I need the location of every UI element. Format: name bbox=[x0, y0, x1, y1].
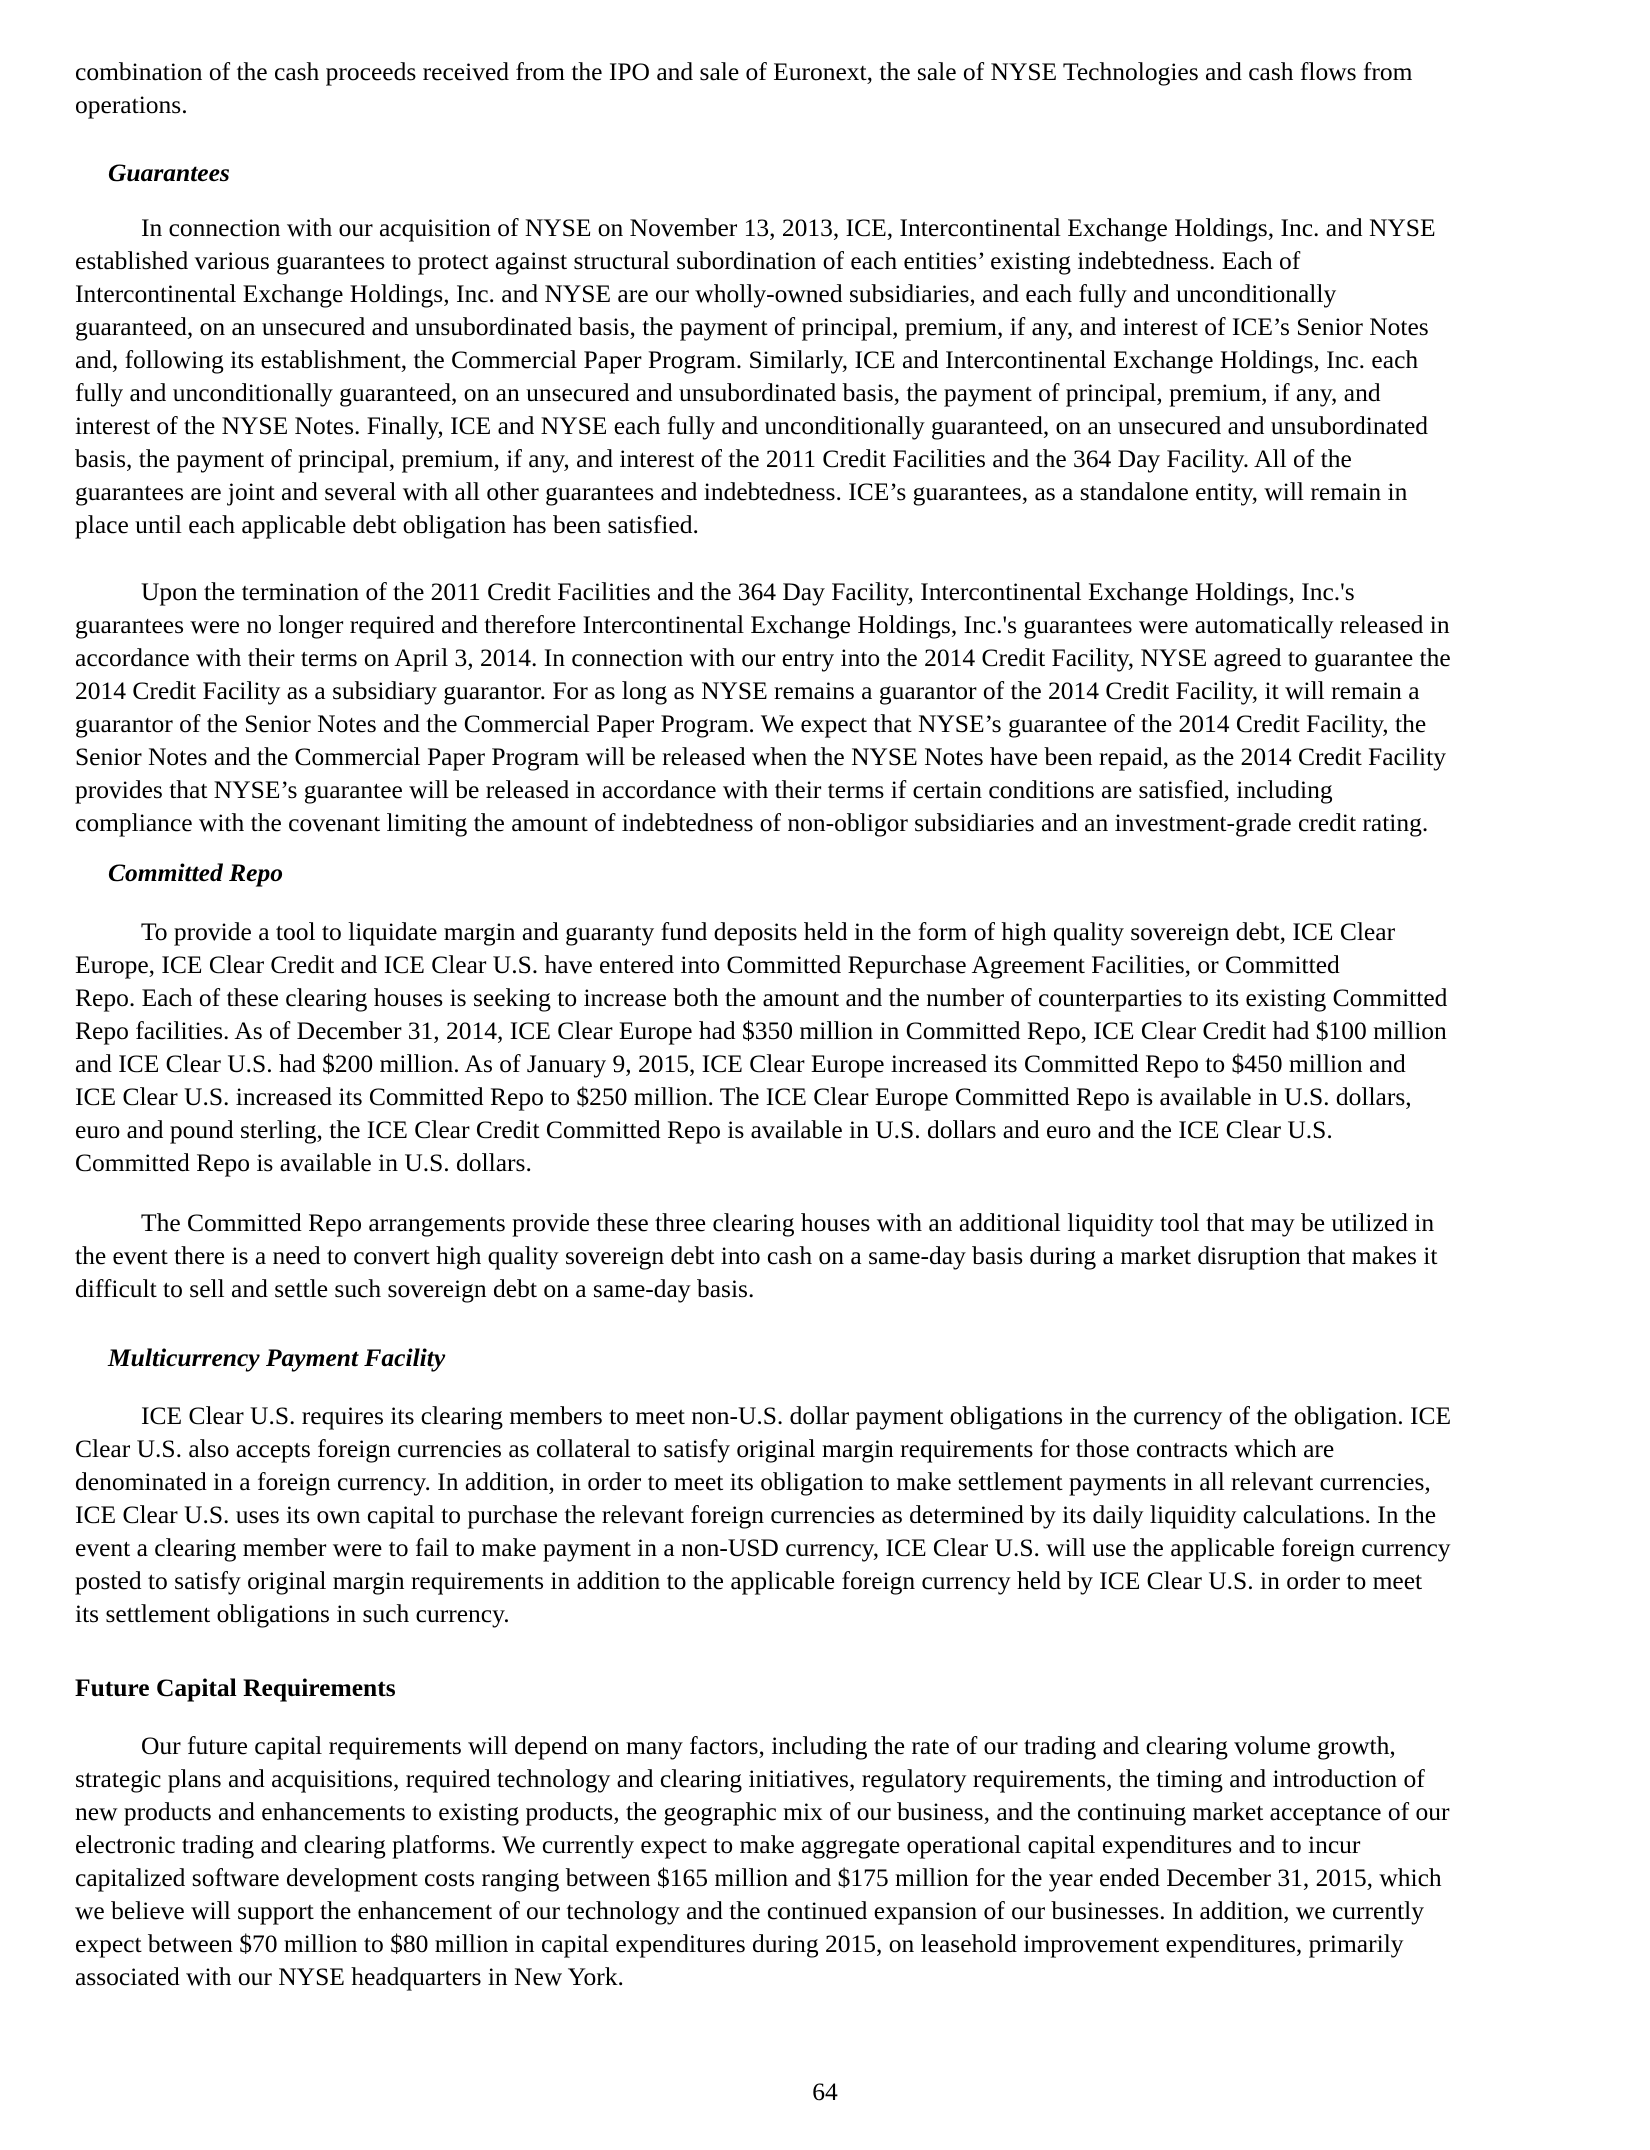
text-line: strategic plans and acquisitions, required technology and clearing initiatives, regulatory requirements, the timing and introduction of bbox=[75, 1764, 1425, 1793]
text-line: event a clearing member were to fail to make payment in a non-USD currency, ICE Clear U.S. will use the applicable foreign currency bbox=[75, 1533, 1451, 1562]
text-line: Our future capital requirements will depend on many factors, including the rate of our trading and clearing volume growth, bbox=[141, 1731, 1396, 1760]
paragraph-future-capital bbox=[75, 1729, 1595, 1993]
text-line: associated with our NYSE headquarters in New York. bbox=[75, 1962, 624, 1991]
text-line: Committed Repo is available in U.S. dollars. bbox=[75, 1148, 532, 1177]
paragraph-multicurrency bbox=[75, 1399, 1595, 1630]
page-number: 64 bbox=[812, 2077, 838, 2106]
text-line: capitalized software development costs ranging between $165 million and $175 million for the year ended December 31, 2015, which bbox=[75, 1863, 1442, 1892]
heading-guarantees: Guarantees bbox=[108, 158, 230, 187]
text-line: guaranteed, on an unsecured and unsubordinated basis, the payment of principal, premium, if any, and interest of ICE’s Senior Notes bbox=[75, 312, 1429, 341]
text-line: new products and enhancements to existing products, the geographic mix of our business, and the continuing market acceptance of our bbox=[75, 1797, 1450, 1826]
heading-committed-repo: Committed Repo bbox=[108, 858, 283, 887]
text-line: In connection with our acquisition of NYSE on November 13, 2013, ICE, Intercontinental Exchange Holdings, Inc. and NYSE bbox=[141, 213, 1436, 242]
text-line: interest of the NYSE Notes. Finally, ICE and NYSE each fully and unconditionally guaranteed, on an unsecured and unsubordinated bbox=[75, 411, 1429, 440]
text-line: basis, the payment of principal, premium, if any, and interest of the 2011 Credit Facilities and the 364 Day Facility. All of the bbox=[75, 444, 1352, 473]
text-line: the event there is a need to convert high quality sovereign debt into cash on a same-day basis during a market disruption that makes it bbox=[75, 1241, 1438, 1270]
paragraph-guarantees-1 bbox=[75, 211, 1595, 541]
paragraph-guarantees-2 bbox=[75, 575, 1595, 839]
text-line: To provide a tool to liquidate margin and guaranty fund deposits held in the form of high quality sovereign debt, ICE Clear bbox=[141, 917, 1396, 946]
text-line: Repo facilities. As of December 31, 2014, ICE Clear Europe had $350 million in Committed Repo, ICE Clear Credit had $100 million bbox=[75, 1016, 1447, 1045]
text-line: accordance with their terms on April 3, 2014. In connection with our entry into the 2014 Credit Facility, NYSE agreed to guarantee the bbox=[75, 643, 1451, 672]
text-line: compliance with the covenant limiting the amount of indebtedness of non-obligor subsidiaries and an investment-grade credit rating. bbox=[75, 808, 1429, 837]
text-line: Europe, ICE Clear Credit and ICE Clear U.S. have entered into Committed Repurchase Agreement Facilities, or Committed bbox=[75, 950, 1340, 979]
heading-future-capital: Future Capital Requirements bbox=[75, 1673, 396, 1702]
text-line: fully and unconditionally guaranteed, on an unsecured and unsubordinated basis, the payment of principal, premium, if any, and bbox=[75, 378, 1381, 407]
heading-multicurrency: Multicurrency Payment Facility bbox=[108, 1343, 446, 1372]
text-line: ICE Clear U.S. requires its clearing members to meet non-U.S. dollar payment obligations in the currency of the obligation. ICE bbox=[141, 1401, 1452, 1430]
text-line: denominated in a foreign currency. In addition, in order to meet its obligation to make settlement payments in all relevant currencies, bbox=[75, 1467, 1431, 1496]
text-line: guarantor of the Senior Notes and the Commercial Paper Program. We expect that NYSE’s guarantee of the 2014 Credit Facility, the bbox=[75, 709, 1427, 738]
text-line: electronic trading and clearing platforms. We currently expect to make aggregate operational capital expenditures and to incur bbox=[75, 1830, 1361, 1859]
text-line: difficult to sell and settle such sovereign debt on a same-day basis. bbox=[75, 1274, 755, 1303]
text-line: Repo. Each of these clearing houses is seeking to increase both the amount and the number of counterparties to its existing Committed bbox=[75, 983, 1448, 1012]
text-line: Upon the termination of the 2011 Credit Facilities and the 364 Day Facility, Intercontinental Exchange Holdings, Inc.'s bbox=[141, 577, 1355, 606]
text-line: Clear U.S. also accepts foreign currencies as collateral to satisfy original margin requirements for those contracts which are bbox=[75, 1434, 1335, 1463]
text-line: established various guarantees to protect against structural subordination of each entities’ existing indebtedness. Each of bbox=[75, 246, 1301, 275]
text-line: Senior Notes and the Commercial Paper Program will be released when the NYSE Notes have been repaid, as the 2014 Credit Facility bbox=[75, 742, 1446, 771]
text-line: we believe will support the enhancement of our technology and the continued expansion of our businesses. In addition, we currently bbox=[75, 1896, 1425, 1925]
text-line: Intercontinental Exchange Holdings, Inc. and NYSE are our wholly-owned subsidiaries, and each fully and unconditionally bbox=[75, 279, 1337, 308]
text-line: provides that NYSE’s guarantee will be released in accordance with their terms if certain conditions are satisfied, including bbox=[75, 775, 1333, 804]
text-line: and ICE Clear U.S. had $200 million. As of January 9, 2015, ICE Clear Europe increased its Committed Repo to $450 million and bbox=[75, 1049, 1406, 1078]
text-line: and, following its establishment, the Commercial Paper Program. Similarly, ICE and Intercontinental Exchange Holdings, Inc. each bbox=[75, 345, 1419, 374]
text-line: ICE Clear U.S. increased its Committed Repo to $250 million. The ICE Clear Europe Committed Repo is available in U.S. dollars, bbox=[75, 1082, 1412, 1111]
paragraph-intro bbox=[75, 55, 1595, 121]
text-line: guarantees are joint and several with all other guarantees and indebtedness. ICE’s guarantees, as a standalone entity, will remain in bbox=[75, 477, 1408, 506]
text-line: place until each applicable debt obligation has been satisfied. bbox=[75, 510, 699, 539]
text-line: posted to satisfy original margin requirements in addition to the applicable foreign currency held by ICE Clear U.S. in order to meet bbox=[75, 1566, 1423, 1595]
text-line: guarantees were no longer required and therefore Intercontinental Exchange Holdings, Inc.'s guarantees were automatically released in bbox=[75, 610, 1450, 639]
text-line: 2014 Credit Facility as a subsidiary guarantor. For as long as NYSE remains a guarantor of the 2014 Credit Facility, it will remain a bbox=[75, 676, 1420, 705]
text-line: The Committed Repo arrangements provide these three clearing houses with an additional liquidity tool that may be utilized in bbox=[141, 1208, 1435, 1237]
text-line: operations. bbox=[75, 90, 188, 119]
text-line: expect between $70 million to $80 million in capital expenditures during 2015, on leasehold improvement expenditures, primarily bbox=[75, 1929, 1404, 1958]
paragraph-committed-repo-2 bbox=[75, 1206, 1595, 1305]
text-line: euro and pound sterling, the ICE Clear Credit Committed Repo is available in U.S. dollars and euro and the ICE Clear U.S. bbox=[75, 1115, 1333, 1144]
text-line: combination of the cash proceeds received from the IPO and sale of Euronext, the sale of NYSE Technologies and cash flows from bbox=[75, 57, 1413, 86]
text-line: ICE Clear U.S. uses its own capital to purchase the relevant foreign currencies as determined by its daily liquidity calculations. In the bbox=[75, 1500, 1437, 1529]
paragraph-committed-repo-1 bbox=[75, 915, 1595, 1179]
text-line: its settlement obligations in such currency. bbox=[75, 1599, 510, 1628]
